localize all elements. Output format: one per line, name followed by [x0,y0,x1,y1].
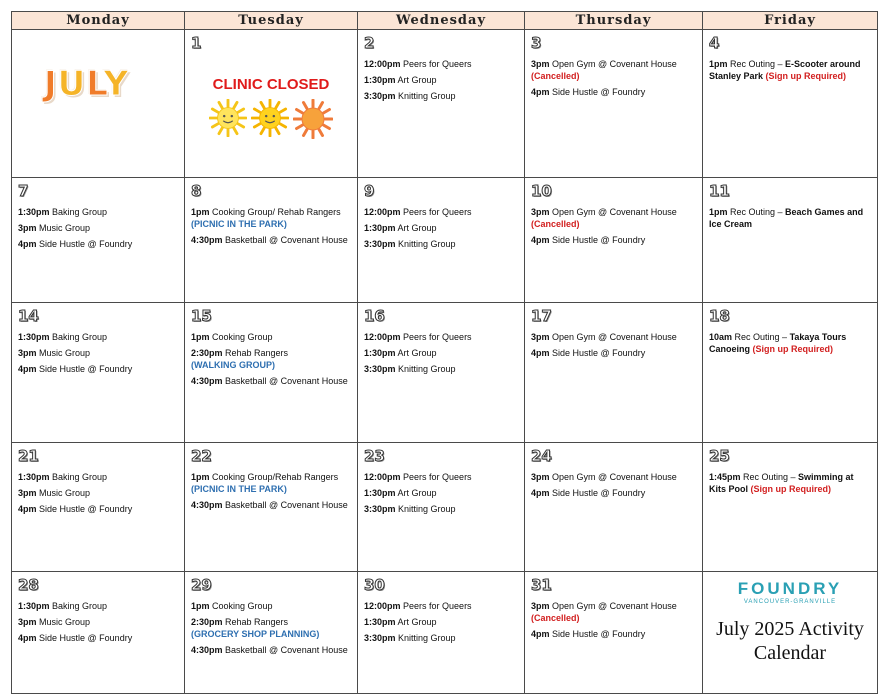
event [18,347,178,359]
header-monday: Monday [12,12,185,30]
event [364,487,518,499]
event-time: 1pm [191,332,210,342]
day-cell [12,303,185,443]
day-number: 16 [364,307,385,325]
event [531,347,696,359]
day-cell [358,303,525,443]
event-title: Side Hustle @ Foundry [549,87,646,97]
event-time: 4:30pm [191,235,223,245]
event [364,600,518,612]
event-title: Peers for Queers [400,472,472,482]
calendar-title: July 2025 Activity Calendar [716,618,864,664]
event [18,331,178,343]
event-time: 3pm [531,601,550,611]
event-title: Art Group [395,223,437,233]
day-number: 17 [531,307,552,325]
weekday-header-row [12,12,878,30]
event-title: Rec Outing – [732,332,790,342]
event [364,74,518,86]
event-title: Rec Outing – [727,59,786,69]
event-time: 1pm [709,59,728,69]
day-cell [12,178,185,303]
day-cell [525,30,703,178]
event-time: 12:00pm [364,472,401,482]
event [18,222,178,234]
day-cell [185,572,358,694]
day-number: 28 [18,576,39,594]
clinic-closed-notice: CLINIC CLOSED [212,76,330,93]
event-highlight: Takaya Tours Canoeing [709,332,847,354]
event [364,222,518,234]
week-row [12,303,878,443]
event-note: (PICNIC IN THE PARK) [191,219,287,229]
logo-subtitle: VANCOUVER-GRANVILLE [743,599,837,605]
event-note: (PICNIC IN THE PARK) [191,484,287,494]
event-title: Music Group [36,223,91,233]
event [531,628,696,640]
event-title: Peers for Queers [400,59,472,69]
event-title: Baking Group [49,207,108,217]
event-time: 1:30pm [18,601,50,611]
event [191,206,351,230]
day-cell [12,443,185,572]
event [531,234,696,246]
event [191,499,351,511]
event [18,632,178,644]
event-time: 4pm [18,504,37,514]
event [364,331,518,343]
event-title: Cooking Group/ Rehab Rangers [209,207,341,217]
event [18,487,178,499]
event [364,238,518,250]
day-cell [525,443,703,572]
event [191,644,351,656]
event-title: Basketball @ Covenant House [222,645,348,655]
event-title: Open Gym @ Covenant House [549,332,677,342]
event-title: Baking Group [49,601,108,611]
day-number: 4 [709,34,720,52]
header-friday: Friday [703,12,878,30]
event-time: 1:30pm [18,207,50,217]
event [364,363,518,375]
event-time: 3:30pm [364,633,396,643]
event-time: 4:30pm [191,376,223,386]
event-time: 3pm [18,348,37,358]
event [191,234,351,246]
event-note: (Sign up Required) [748,484,832,494]
event-highlight: E-Scooter around Stanley Park [709,59,861,81]
day-number: 18 [709,307,730,325]
day-cell [12,30,185,178]
event [18,471,178,483]
day-number: 31 [531,576,552,594]
event-title: Side Hustle @ Foundry [36,504,133,514]
event [191,600,351,612]
event-title: Art Group [395,75,437,85]
sun-icon [293,99,333,139]
activity-calendar [11,11,878,694]
day-cell [525,178,703,303]
logo-name: FOUNDRY [737,579,843,598]
event-time: 1:30pm [364,617,396,627]
day-number: 10 [531,182,552,200]
event-time: 4pm [531,488,550,498]
day-number: 11 [709,182,730,200]
event [364,471,518,483]
event-time: 4:30pm [191,645,223,655]
event-time: 2:30pm [191,617,223,627]
day-cell [185,178,358,303]
event-time: 3:30pm [364,91,396,101]
header-tuesday: Tuesday [185,12,358,30]
day-number: 22 [191,447,212,465]
event-title: Music Group [36,488,91,498]
day-cell [525,303,703,443]
event [18,238,178,250]
event [364,58,518,70]
event-note: (Cancelled) [531,219,580,229]
day-number: 7 [18,182,29,200]
event [364,616,518,628]
event-title: Open Gym @ Covenant House [549,59,677,69]
event-time: 1:30pm [18,472,50,482]
event-title: Cooking Group/Rehab Rangers [209,472,339,482]
header-wednesday: Wednesday [358,12,525,30]
day-cell [703,303,878,443]
day-number: 8 [191,182,202,200]
day-number: 24 [531,447,552,465]
day-number: 2 [364,34,375,52]
event [364,632,518,644]
event-title: Rec Outing – [740,472,799,482]
event-time: 3pm [531,207,550,217]
event-highlight: Swimming at Kits Pool [709,472,854,494]
event-time: 3pm [18,223,37,233]
day-cell [703,443,878,572]
day-number: 29 [191,576,212,594]
event [531,86,696,98]
event-note: (Sign up Required) [763,71,847,81]
week-row [12,443,878,572]
day-number: 21 [18,447,39,465]
event-title: Open Gym @ Covenant House [549,472,677,482]
event-time: 1pm [191,472,210,482]
event [191,375,351,387]
foundry-logo [709,579,871,605]
event [709,58,871,82]
event-time: 12:00pm [364,332,401,342]
event-title: Side Hustle @ Foundry [36,633,133,643]
event-title: Side Hustle @ Foundry [36,364,133,374]
event [191,471,351,495]
event-note: (GROCERY SHOP PLANNING) [191,629,320,639]
event-time: 3pm [18,617,37,627]
event-title: Knitting Group [395,239,456,249]
event [191,331,351,343]
day-cell [185,30,358,178]
event [364,503,518,515]
event [531,471,696,483]
event-time: 4pm [18,633,37,643]
event-title: Basketball @ Covenant House [222,500,348,510]
event-title: Knitting Group [395,364,456,374]
event-title: Baking Group [49,472,108,482]
event-title: Cooking Group [209,601,273,611]
event [18,363,178,375]
event-time: 4pm [18,364,37,374]
day-number: 23 [364,447,385,465]
event-title: Open Gym @ Covenant House [549,601,677,611]
event-title: Cooking Group [209,332,273,342]
event [531,331,696,343]
event [18,503,178,515]
event-time: 2:30pm [191,348,223,358]
event [709,471,871,495]
event-title: Rec Outing – [727,207,786,217]
event-time: 12:00pm [364,207,401,217]
event-time: 3pm [531,332,550,342]
event-title: Rehab Rangers [222,348,289,358]
event-title: Basketball @ Covenant House [222,235,348,245]
event-time: 1:30pm [364,348,396,358]
header-thursday: Thursday [525,12,703,30]
event-title: Knitting Group [395,504,456,514]
event [531,487,696,499]
event [364,90,518,102]
day-cell [703,178,878,303]
sun-illustrations [191,99,351,139]
day-number: 25 [709,447,730,465]
day-cell [185,443,358,572]
event [531,600,696,624]
event [364,347,518,359]
day-number: 1 [191,34,202,52]
event-time: 1:30pm [18,332,50,342]
sun-icon [251,99,289,137]
event-title: Peers for Queers [400,207,472,217]
event-time: 1:30pm [364,488,396,498]
event [18,600,178,612]
sun-icon [209,99,247,137]
day-cell [525,572,703,694]
day-number: 15 [191,307,212,325]
event-time: 1pm [191,207,210,217]
day-number: 3 [531,34,542,52]
event-time: 4pm [531,87,550,97]
event-title: Peers for Queers [400,601,472,611]
event-title: Knitting Group [395,633,456,643]
july-graphic: JULY [44,64,130,104]
day-cell [12,572,185,694]
event-note: (WALKING GROUP) [191,360,275,370]
event-title: Basketball @ Covenant House [222,376,348,386]
event-time: 1:30pm [364,223,396,233]
event-title: Side Hustle @ Foundry [549,629,646,639]
event-note: (Cancelled) [531,613,580,623]
week-row [12,572,878,694]
event-title: Music Group [36,348,91,358]
event [364,206,518,218]
event-title: Peers for Queers [400,332,472,342]
event-title: Side Hustle @ Foundry [36,239,133,249]
event [531,206,696,230]
event-time: 3pm [531,472,550,482]
event-time: 12:00pm [364,59,401,69]
event-time: 3pm [18,488,37,498]
event-title: Knitting Group [395,91,456,101]
event-time: 10am [709,332,733,342]
day-number: 9 [364,182,375,200]
event-title: Art Group [395,617,437,627]
week-row [12,178,878,303]
day-cell [358,30,525,178]
event [191,616,351,640]
event-time: 3:30pm [364,364,396,374]
day-number: 30 [364,576,385,594]
event-time: 3pm [531,59,550,69]
event-title: Art Group [395,348,437,358]
event-time: 3:30pm [364,239,396,249]
event [18,206,178,218]
day-cell [185,303,358,443]
day-cell [358,178,525,303]
event-note: (Sign up Required) [750,344,834,354]
event-time: 1:45pm [709,472,741,482]
event-title: Rehab Rangers [222,617,289,627]
event [709,331,871,355]
event-title: Side Hustle @ Foundry [549,348,646,358]
event-time: 1pm [709,207,728,217]
day-cell [358,443,525,572]
event-time: 4:30pm [191,500,223,510]
event-time: 4pm [531,235,550,245]
event-time: 4pm [531,348,550,358]
event-time: 1pm [191,601,210,611]
event-title: Open Gym @ Covenant House [549,207,677,217]
event-note: (Cancelled) [531,71,580,81]
event-time: 1:30pm [364,75,396,85]
week-row [12,30,878,178]
event-title: Music Group [36,617,91,627]
event [531,58,696,82]
day-cell [703,572,878,694]
event-title: Art Group [395,488,437,498]
event [191,347,351,371]
event-title: Side Hustle @ Foundry [549,488,646,498]
day-number: 14 [18,307,39,325]
event [18,616,178,628]
event-time: 4pm [18,239,37,249]
event-time: 4pm [531,629,550,639]
event-highlight: Beach Games and Ice Cream [709,207,864,229]
event [709,206,871,230]
day-cell [358,572,525,694]
event-time: 12:00pm [364,601,401,611]
day-cell [703,30,878,178]
event-time: 3:30pm [364,504,396,514]
event-title: Side Hustle @ Foundry [549,235,646,245]
event-title: Baking Group [49,332,108,342]
